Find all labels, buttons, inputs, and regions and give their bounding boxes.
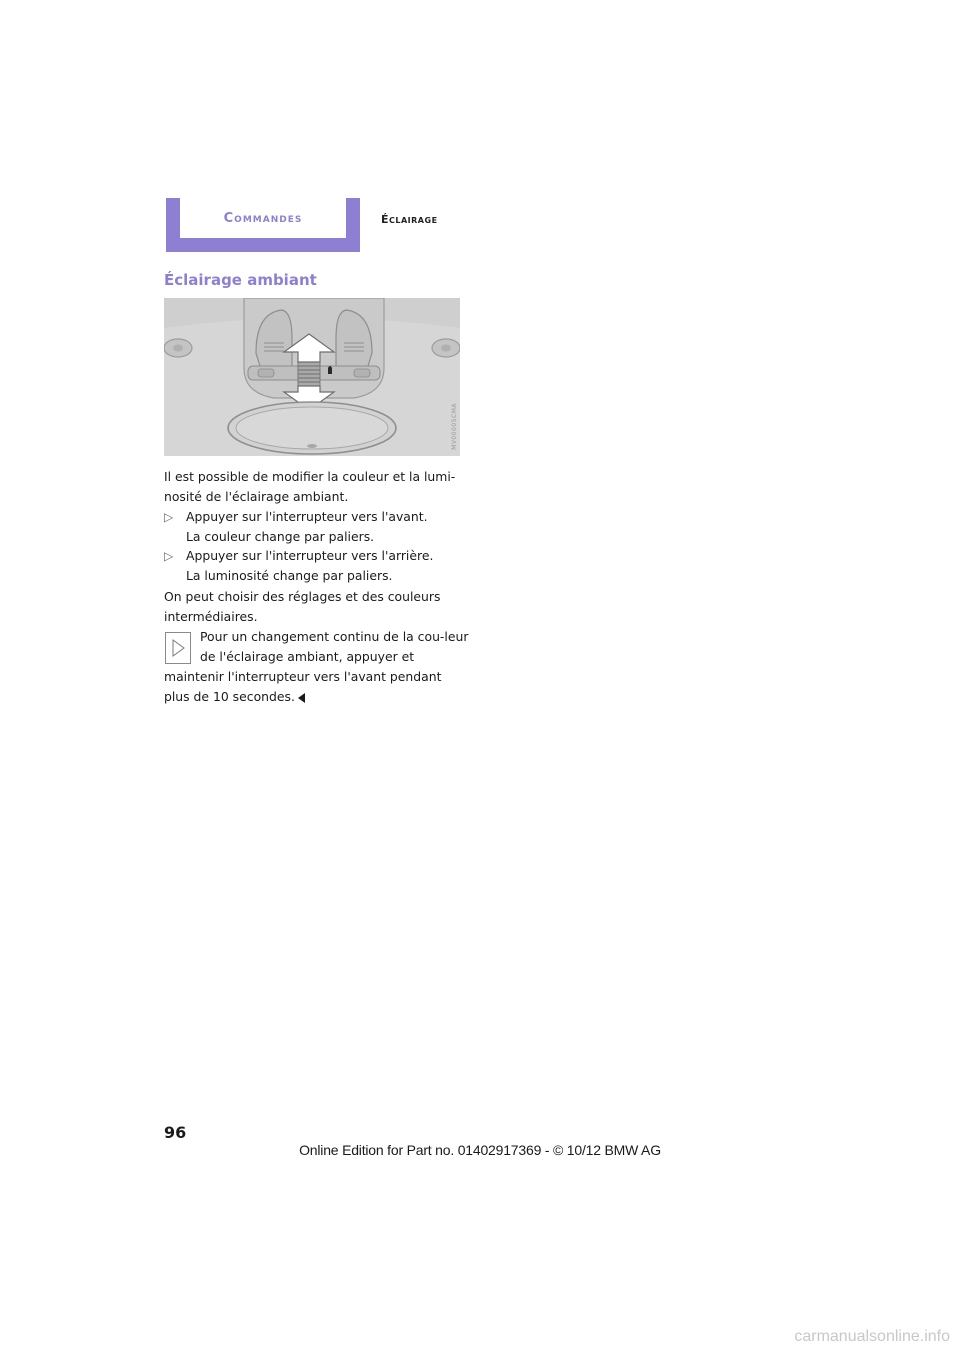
bullet-action: Appuyer sur l'interrupteur vers l'arrière. (186, 548, 434, 563)
page-number: 96 (164, 1123, 187, 1142)
bullet-action: Appuyer sur l'interrupteur vers l'avant. (186, 509, 428, 524)
intro-paragraph: Il est possible de modifier la couleur et la lumi-nosité de l'éclairage ambiant. (164, 469, 456, 504)
bullet-result: La luminosité change par paliers. (186, 568, 393, 583)
choose-paragraph: On peut choisir des réglages et des couleurs intermédiaires. (164, 589, 441, 624)
bullet-text (186, 546, 476, 586)
bullet-arrow-icon: ▷ (164, 549, 174, 563)
chapter-label: Commandes (223, 210, 303, 226)
chapter-tab-inner (180, 198, 346, 238)
bullet-arrow-icon: ▷ (164, 510, 174, 524)
note-first-lines: Pour un changement continu de la cou-leur de l'éclairage ambiant, appuyer et (200, 629, 469, 664)
illustration-drawing (164, 298, 460, 456)
edition-footer: Online Edition for Part no. 01402917369 - © 10/12 BMW AG (299, 1142, 661, 1158)
end-mark-icon (298, 693, 305, 703)
section-label: Éclairage (381, 213, 438, 226)
watermark: carmanualsonline.info (794, 1328, 950, 1345)
figure-code: MV00005CMA (451, 403, 458, 450)
note-arrow-icon (165, 632, 191, 664)
section-title: Éclairage ambiant (164, 271, 317, 289)
note-arrow-shape (166, 633, 190, 663)
bullet-text (186, 507, 476, 547)
note-rest (164, 667, 464, 707)
chapter-tab (166, 198, 360, 252)
note-rest-text: maintenir l'interrupteur vers l'avant pendant plus de 10 secondes. (164, 669, 442, 704)
bullet-result: La couleur change par paliers. (186, 529, 375, 544)
ambient-light-switch-illustration (164, 298, 460, 456)
